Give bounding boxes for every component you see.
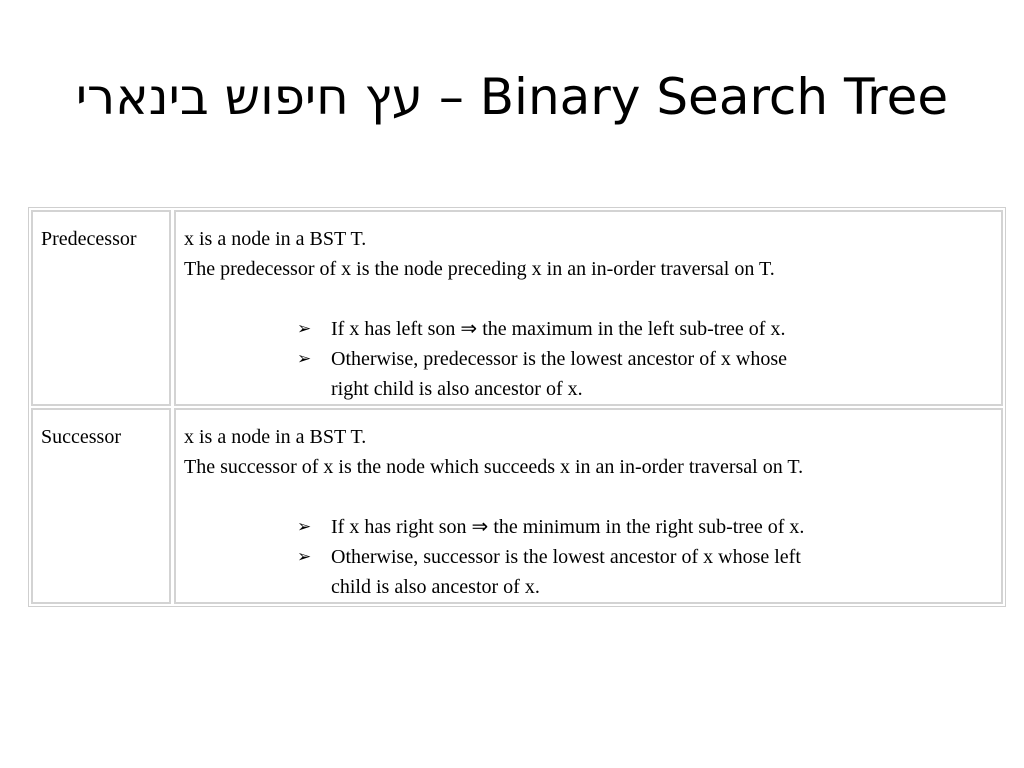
implies-symbol: ⇒: [471, 516, 489, 538]
table-row-successor: [31, 408, 1003, 604]
bullet-text: [331, 344, 787, 404]
term-cell: [31, 408, 171, 604]
bullet-item: [297, 314, 993, 344]
bullet-item: [297, 542, 993, 602]
bullet-text: [331, 512, 804, 542]
bullet-item: [297, 512, 993, 542]
bullet-list: [184, 512, 993, 602]
bullet-text-line: Otherwise, successor is the lowest ancestor of x whose left: [331, 546, 801, 568]
title-dash: –: [422, 68, 480, 126]
term-label: Predecessor: [41, 228, 137, 250]
title-english: Binary Search Tree: [479, 68, 949, 126]
definition-line: The successor of x is the node which succeeds x in an in-order traversal on T.: [184, 456, 804, 478]
definition-cell: [174, 408, 1003, 604]
slide-title: [0, 62, 1024, 132]
bullet-text-part: If x has left son: [331, 318, 461, 340]
bullet-text-part: the minimum in the right sub-tree of x.: [488, 516, 805, 538]
definition-line: x is a node in a BST T.: [184, 228, 367, 250]
implies-symbol: ⇒: [460, 318, 478, 340]
arrow-bullet-icon: ➢: [297, 517, 312, 537]
definitions-table: [28, 207, 1006, 607]
definition-line: The predecessor of x is the node preceding x in an in-order traversal on T.: [184, 258, 775, 280]
definition-line: x is a node in a BST T.: [184, 426, 367, 448]
arrow-bullet-icon: ➢: [297, 547, 312, 567]
bullet-item: [297, 344, 993, 404]
title-hebrew: עץ חיפוש בינארי: [75, 68, 423, 126]
arrow-bullet-icon: ➢: [297, 349, 312, 369]
bullet-text-part: If x has right son: [331, 516, 472, 538]
bullet-text-line: right child is also ancestor of x.: [331, 378, 583, 400]
bullet-list: [184, 314, 993, 404]
table-row-predecessor: [31, 210, 1003, 406]
term-label: Successor: [41, 426, 121, 448]
bullet-text: [331, 542, 801, 602]
spacer: [184, 482, 993, 512]
arrow-bullet-icon: ➢: [297, 319, 312, 339]
bullet-text-part: the maximum in the left sub-tree of x.: [477, 318, 786, 340]
bullet-text: [331, 314, 785, 344]
term-cell: [31, 210, 171, 406]
spacer: [184, 284, 993, 314]
definition-cell: [174, 210, 1003, 406]
bullet-text-line: child is also ancestor of x.: [331, 576, 540, 598]
bullet-text-line: Otherwise, predecessor is the lowest ancestor of x whose: [331, 348, 787, 370]
